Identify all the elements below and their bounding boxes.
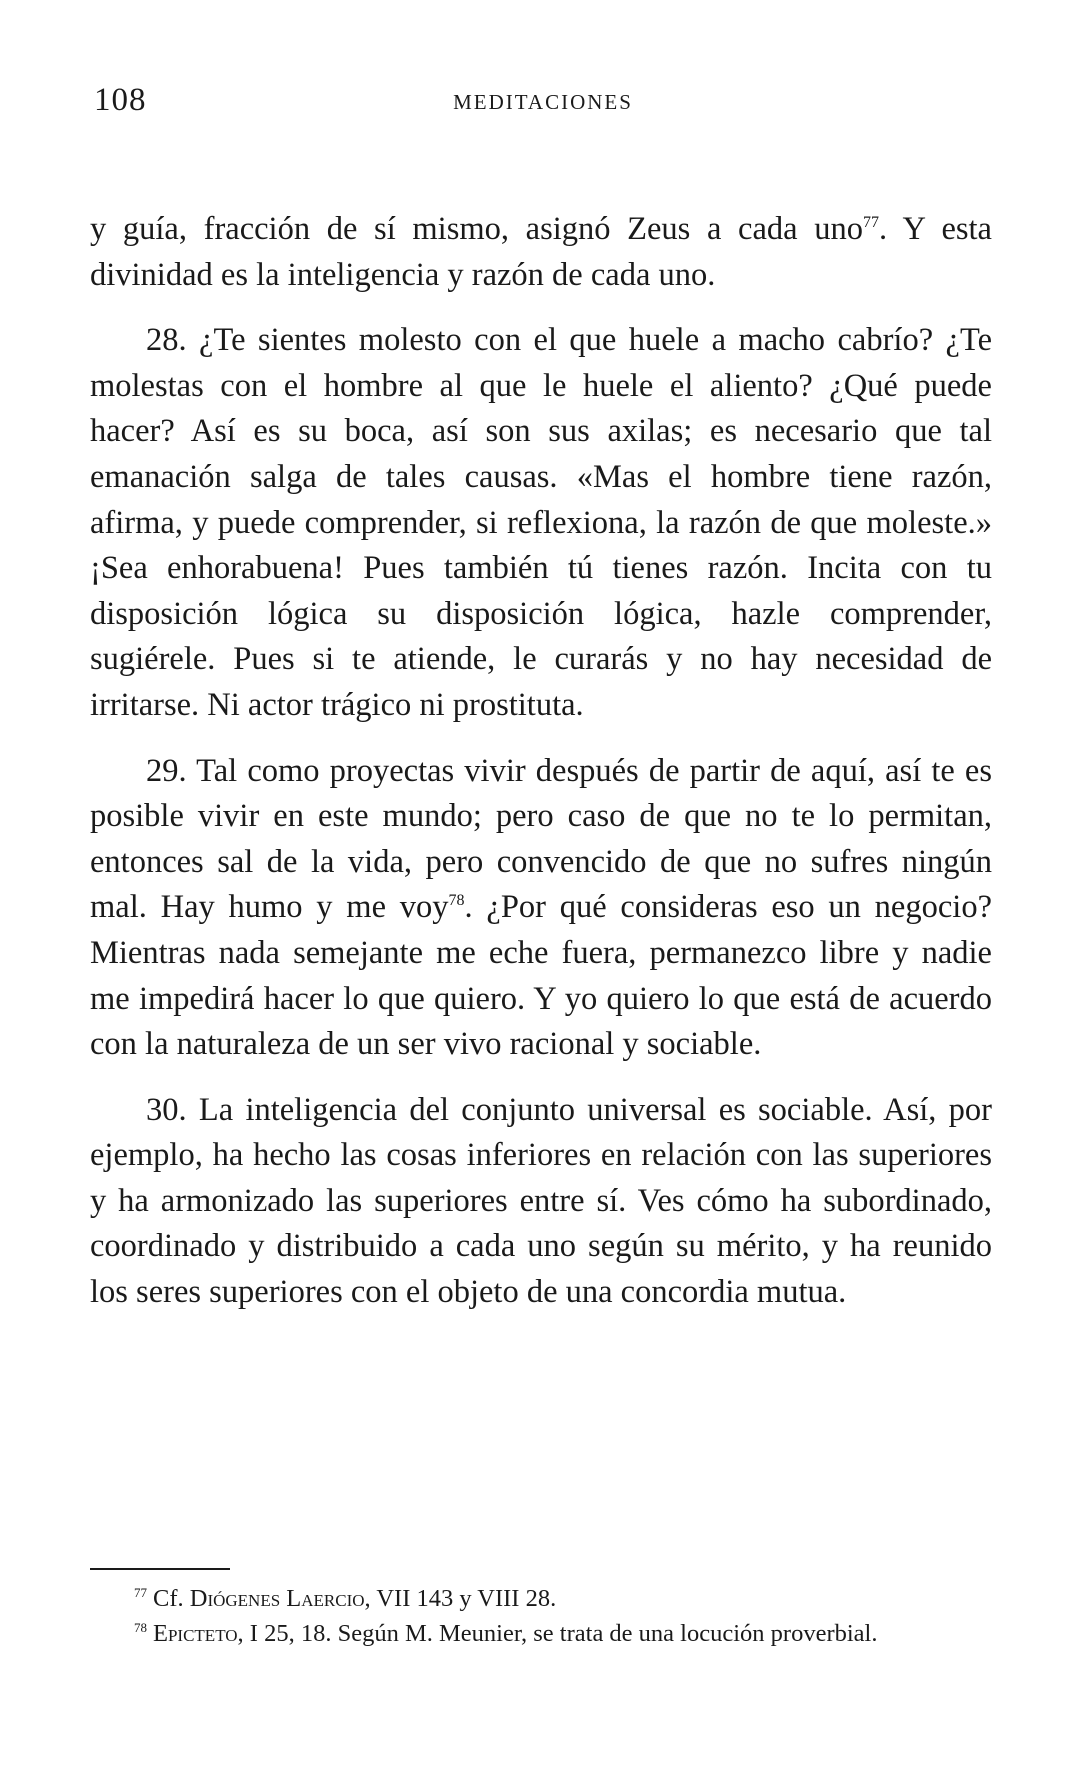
main-text [90, 207, 992, 1316]
footnote-divider [90, 1568, 230, 1570]
paragraph-29 [90, 749, 992, 1068]
paragraph-text: . ¿Por qué consideras eso un negocio? Mientras nada semejante me eche fuera, permanezco libre y nadie me impedirá hacer lo que quiero. Y yo quiero lo que está de acuerdo con la naturaleza de un ser vivo racional y sociable. [90, 889, 992, 1063]
paragraph-text: 29. Tal como proyectas vivir después de partir de aquí, así te es posible vivir en este mundo; pero caso de que no te lo permitan, entonces sal de la vida, pero convencido de que no sufres ningún mal. Hay humo y me voy [90, 752, 992, 926]
paragraph-text: y guía, fracción de sí mismo, asignó Zeus a cada uno [90, 211, 863, 247]
page-number: 108 [94, 82, 147, 118]
footnote-78 [90, 1616, 992, 1651]
paragraph-continuation [90, 207, 992, 298]
footnote-reference-78: 78 [448, 892, 465, 910]
footnote-text: , I 25, 18. Según M. Meunier, se trata de una locución proverbial. [237, 1620, 878, 1647]
footnotes [90, 1581, 992, 1651]
paragraph-text: . Y esta divinidad es la inteligencia y razón de cada uno. [90, 211, 992, 293]
footnote-77 [90, 1581, 992, 1616]
footnote-author: Diógenes Laercio [189, 1585, 365, 1612]
running-head [94, 82, 992, 122]
paragraph-28: 28. ¿Te sientes molesto con el que huele a macho cabrío? ¿Te molestas con el hombre al que le huele el aliento? ¿Qué puede hacer? Así es su boca, así son sus axilas; es necesario que tal emanación salga de tales causas. «Mas el hombre tiene razón, afirma, y puede comprender, si reflexiona, la razón de que moleste.» ¡Sea enhorabuena! Pues también tú tienes razón. Incita con tu disposición lógica su disposición lógica, hazle comprender, sugiérele. Pues si te atiende, le curarás y no hay necesidad de irritarse. Ni actor trágico ni prostituta. [90, 322, 992, 723]
paragraph-30: 30. La inteligencia del conjunto universal es sociable. Así, por ejemplo, ha hecho las cosas inferiores en relación con las superiores y ha armonizado las superiores entre sí. Ves cómo ha subordinado, coordinado y distribuido a cada uno según su mérito, y ha reunido los seres superiores con el objeto de una concordia mutua. [90, 1091, 992, 1311]
footnote-lead: Cf. [153, 1585, 184, 1612]
footnote-reference-77: 77 [862, 214, 879, 232]
footnote-author: Epicteto [153, 1620, 238, 1647]
footnote-mark: 78 [134, 1619, 147, 1635]
footnote-mark: 77 [134, 1584, 147, 1600]
running-title: MEDITACIONES [453, 90, 633, 114]
footnote-text: , VII 143 y VIII 28. [364, 1585, 557, 1612]
